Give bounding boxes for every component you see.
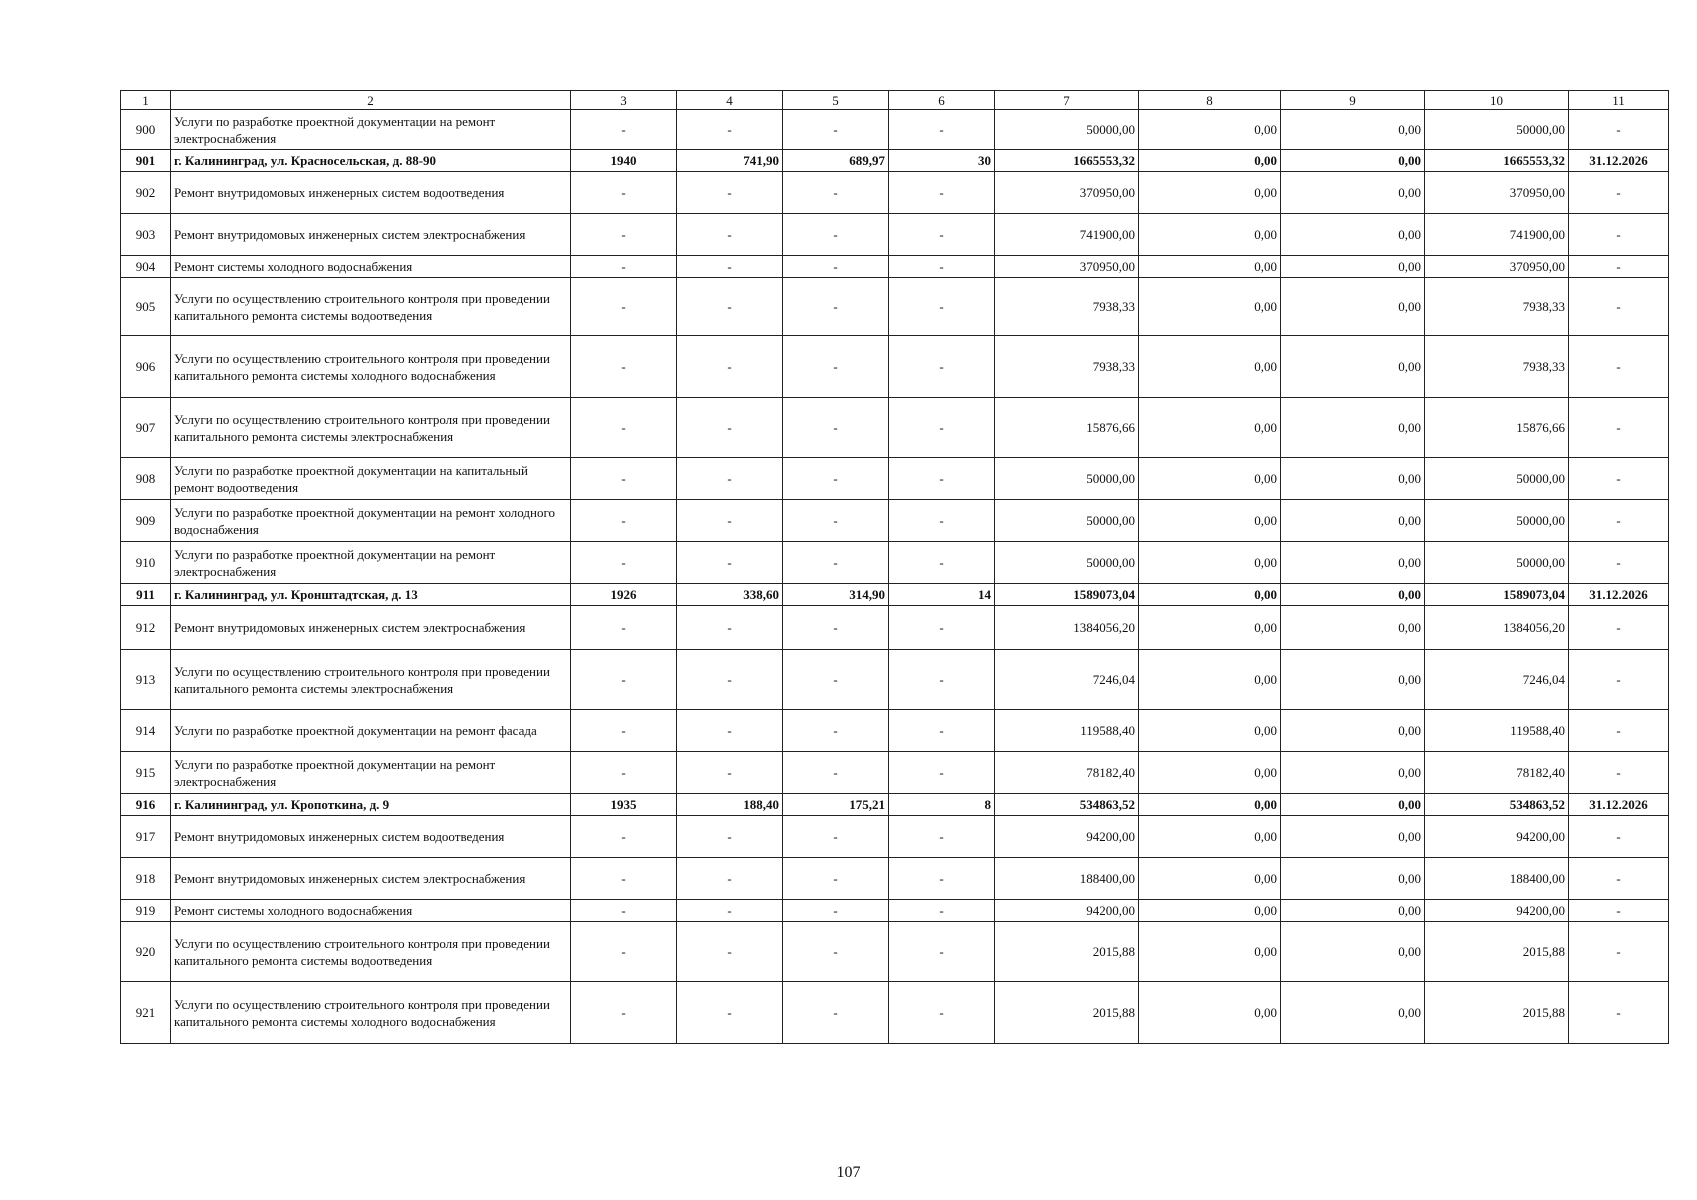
table-row: [121, 710, 1669, 752]
cell-6: -: [889, 752, 995, 794]
cell-9: 0,00: [1281, 650, 1425, 710]
cell-10: 94200,00: [1425, 900, 1569, 922]
cell-2: Ремонт внутридомовых инженерных систем электроснабжения: [171, 858, 571, 900]
cell-4: -: [677, 816, 783, 858]
cell-10: 188400,00: [1425, 858, 1569, 900]
cell-9: 0,00: [1281, 982, 1425, 1044]
cell-1: 917: [121, 816, 171, 858]
cell-2: Услуги по разработке проектной документации на ремонт электроснабжения: [171, 110, 571, 150]
cell-7: 2015,88: [995, 922, 1139, 982]
address-row: [121, 794, 1669, 816]
cell-5: -: [783, 336, 889, 398]
cell-5: -: [783, 982, 889, 1044]
cell-9: 0,00: [1281, 542, 1425, 584]
cell-8: 0,00: [1139, 256, 1281, 278]
cell-3: -: [571, 542, 677, 584]
cell-8: 0,00: [1139, 398, 1281, 458]
table-row: [121, 650, 1669, 710]
cell-2: Услуги по осуществлению строительного контроля при проведении капитального ремонта системы электроснабжения: [171, 650, 571, 710]
cell-2: Услуги по осуществлению строительного контроля при проведении капитального ремонта системы холодного водоснабжения: [171, 982, 571, 1044]
cell-9: 0,00: [1281, 458, 1425, 500]
cell-5: -: [783, 500, 889, 542]
cell-2: Ремонт внутридомовых инженерных систем электроснабжения: [171, 606, 571, 650]
cell-7: 7938,33: [995, 336, 1139, 398]
cell-8: 0,00: [1139, 858, 1281, 900]
cell-2: Услуги по разработке проектной документации на ремонт электроснабжения: [171, 542, 571, 584]
cell-8: 0,00: [1139, 500, 1281, 542]
cell-2: Услуги по осуществлению строительного контроля при проведении капитального ремонта системы холодного водоснабжения: [171, 336, 571, 398]
cell-8: 0,00: [1139, 110, 1281, 150]
cell-5: -: [783, 110, 889, 150]
cell-4: -: [677, 752, 783, 794]
cell-10: 50000,00: [1425, 458, 1569, 500]
cell-5: -: [783, 214, 889, 256]
cell-4: -: [677, 922, 783, 982]
document-sheet: [120, 90, 1668, 1044]
cell-4: -: [677, 650, 783, 710]
address-row: [121, 150, 1669, 172]
cell-5: 314,90: [783, 584, 889, 606]
cell-7: 2015,88: [995, 982, 1139, 1044]
cell-5: -: [783, 542, 889, 584]
cell-11: -: [1569, 710, 1669, 752]
cell-10: 7938,33: [1425, 278, 1569, 336]
table-row: [121, 900, 1669, 922]
cell-6: -: [889, 982, 995, 1044]
cell-5: -: [783, 710, 889, 752]
column-header: 4: [677, 91, 783, 110]
cell-4: -: [677, 606, 783, 650]
cell-7: 50000,00: [995, 110, 1139, 150]
cell-7: 7246,04: [995, 650, 1139, 710]
cell-6: -: [889, 650, 995, 710]
cell-7: 188400,00: [995, 858, 1139, 900]
cell-1: 904: [121, 256, 171, 278]
cell-10: 741900,00: [1425, 214, 1569, 256]
cell-3: 1935: [571, 794, 677, 816]
cell-7: 741900,00: [995, 214, 1139, 256]
cell-5: -: [783, 900, 889, 922]
cell-5: -: [783, 858, 889, 900]
cell-10: 7246,04: [1425, 650, 1569, 710]
cell-1: 909: [121, 500, 171, 542]
table-row: [121, 500, 1669, 542]
cell-11: -: [1569, 278, 1669, 336]
cell-6: -: [889, 110, 995, 150]
cell-1: 918: [121, 858, 171, 900]
cell-11: -: [1569, 172, 1669, 214]
cell-3: -: [571, 398, 677, 458]
cell-4: -: [677, 214, 783, 256]
cell-5: -: [783, 922, 889, 982]
cell-7: 94200,00: [995, 816, 1139, 858]
table-row: [121, 752, 1669, 794]
cell-11: -: [1569, 752, 1669, 794]
cell-4: -: [677, 858, 783, 900]
cell-8: 0,00: [1139, 606, 1281, 650]
cell-2: Услуги по разработке проектной документации на ремонт электроснабжения: [171, 752, 571, 794]
cell-8: 0,00: [1139, 752, 1281, 794]
cell-5: -: [783, 256, 889, 278]
cell-6: -: [889, 172, 995, 214]
cell-10: 2015,88: [1425, 982, 1569, 1044]
cell-3: -: [571, 752, 677, 794]
cell-7: 119588,40: [995, 710, 1139, 752]
cell-5: 175,21: [783, 794, 889, 816]
cell-4: -: [677, 256, 783, 278]
table-row: [121, 542, 1669, 584]
cell-6: -: [889, 398, 995, 458]
cell-9: 0,00: [1281, 816, 1425, 858]
table-row: [121, 214, 1669, 256]
cell-10: 370950,00: [1425, 256, 1569, 278]
cell-6: -: [889, 816, 995, 858]
cell-4: 338,60: [677, 584, 783, 606]
cell-6: -: [889, 458, 995, 500]
cell-10: 534863,52: [1425, 794, 1569, 816]
cell-11: 31.12.2026: [1569, 150, 1669, 172]
cell-1: 913: [121, 650, 171, 710]
cell-8: 0,00: [1139, 982, 1281, 1044]
cell-6: -: [889, 336, 995, 398]
cell-5: -: [783, 398, 889, 458]
cell-11: -: [1569, 336, 1669, 398]
cell-5: -: [783, 606, 889, 650]
cell-9: 0,00: [1281, 214, 1425, 256]
address-row: [121, 584, 1669, 606]
cell-1: 915: [121, 752, 171, 794]
cell-9: 0,00: [1281, 256, 1425, 278]
table-row: [121, 172, 1669, 214]
cell-3: -: [571, 458, 677, 500]
column-header: 11: [1569, 91, 1669, 110]
cell-10: 78182,40: [1425, 752, 1569, 794]
cell-11: -: [1569, 606, 1669, 650]
cell-3: -: [571, 858, 677, 900]
cell-6: -: [889, 858, 995, 900]
cell-9: 0,00: [1281, 172, 1425, 214]
cell-6: -: [889, 542, 995, 584]
cell-6: 30: [889, 150, 995, 172]
cell-2: Ремонт системы холодного водоснабжения: [171, 900, 571, 922]
cell-7: 370950,00: [995, 172, 1139, 214]
cell-10: 1384056,20: [1425, 606, 1569, 650]
cell-3: 1940: [571, 150, 677, 172]
cell-4: -: [677, 982, 783, 1044]
cell-5: -: [783, 752, 889, 794]
cell-2: г. Калининград, ул. Кронштадтская, д. 13: [171, 584, 571, 606]
cell-1: 910: [121, 542, 171, 584]
cell-10: 1665553,32: [1425, 150, 1569, 172]
cell-9: 0,00: [1281, 752, 1425, 794]
cell-9: 0,00: [1281, 794, 1425, 816]
cell-9: 0,00: [1281, 900, 1425, 922]
cell-3: -: [571, 710, 677, 752]
cell-3: -: [571, 900, 677, 922]
cell-9: 0,00: [1281, 336, 1425, 398]
cell-7: 534863,52: [995, 794, 1139, 816]
cell-9: 0,00: [1281, 278, 1425, 336]
cell-11: -: [1569, 458, 1669, 500]
cell-6: -: [889, 500, 995, 542]
cell-3: -: [571, 172, 677, 214]
cell-9: 0,00: [1281, 606, 1425, 650]
cell-7: 1665553,32: [995, 150, 1139, 172]
column-header: 3: [571, 91, 677, 110]
cell-11: 31.12.2026: [1569, 584, 1669, 606]
cell-10: 94200,00: [1425, 816, 1569, 858]
table-row: [121, 256, 1669, 278]
cell-5: -: [783, 650, 889, 710]
cell-1: 916: [121, 794, 171, 816]
cell-4: -: [677, 542, 783, 584]
cell-2: Услуги по осуществлению строительного контроля при проведении капитального ремонта системы водоотведения: [171, 278, 571, 336]
cell-1: 919: [121, 900, 171, 922]
cell-6: -: [889, 606, 995, 650]
cell-6: -: [889, 710, 995, 752]
cell-11: -: [1569, 900, 1669, 922]
cell-6: 14: [889, 584, 995, 606]
cell-7: 7938,33: [995, 278, 1139, 336]
cell-10: 50000,00: [1425, 110, 1569, 150]
table-row: [121, 922, 1669, 982]
column-header: 5: [783, 91, 889, 110]
cell-10: 50000,00: [1425, 500, 1569, 542]
cell-10: 1589073,04: [1425, 584, 1569, 606]
column-header: 9: [1281, 91, 1425, 110]
cell-10: 370950,00: [1425, 172, 1569, 214]
cell-3: -: [571, 606, 677, 650]
cell-5: 689,97: [783, 150, 889, 172]
cell-2: Услуги по осуществлению строительного контроля при проведении капитального ремонта системы электроснабжения: [171, 398, 571, 458]
cell-10: 50000,00: [1425, 542, 1569, 584]
cell-11: -: [1569, 500, 1669, 542]
cell-5: -: [783, 278, 889, 336]
cell-2: Услуги по осуществлению строительного контроля при проведении капитального ремонта системы водоотведения: [171, 922, 571, 982]
cell-3: -: [571, 500, 677, 542]
cell-9: 0,00: [1281, 710, 1425, 752]
cell-4: -: [677, 278, 783, 336]
cell-4: -: [677, 500, 783, 542]
cell-3: 1926: [571, 584, 677, 606]
cell-4: -: [677, 336, 783, 398]
cell-1: 901: [121, 150, 171, 172]
cell-4: 741,90: [677, 150, 783, 172]
cell-11: -: [1569, 542, 1669, 584]
table-row: [121, 398, 1669, 458]
cell-1: 907: [121, 398, 171, 458]
repair-program-table: [120, 90, 1669, 1044]
column-header: 2: [171, 91, 571, 110]
cell-10: 119588,40: [1425, 710, 1569, 752]
column-header: 8: [1139, 91, 1281, 110]
page-number: 107: [836, 1164, 861, 1181]
cell-1: 906: [121, 336, 171, 398]
table-row: [121, 816, 1669, 858]
cell-11: -: [1569, 982, 1669, 1044]
cell-6: -: [889, 256, 995, 278]
cell-1: 914: [121, 710, 171, 752]
cell-4: 188,40: [677, 794, 783, 816]
table-row: [121, 110, 1669, 150]
column-number-row: [121, 91, 1669, 110]
cell-10: 15876,66: [1425, 398, 1569, 458]
cell-1: 905: [121, 278, 171, 336]
cell-8: 0,00: [1139, 710, 1281, 752]
cell-8: 0,00: [1139, 172, 1281, 214]
cell-6: -: [889, 278, 995, 336]
table-row: [121, 278, 1669, 336]
cell-2: Ремонт системы холодного водоснабжения: [171, 256, 571, 278]
column-header: 1: [121, 91, 171, 110]
cell-6: 8: [889, 794, 995, 816]
cell-2: Ремонт внутридомовых инженерных систем водоотведения: [171, 816, 571, 858]
cell-4: -: [677, 458, 783, 500]
cell-3: -: [571, 278, 677, 336]
table-row: [121, 982, 1669, 1044]
cell-11: -: [1569, 816, 1669, 858]
cell-11: -: [1569, 922, 1669, 982]
cell-8: 0,00: [1139, 650, 1281, 710]
cell-4: -: [677, 710, 783, 752]
cell-11: -: [1569, 398, 1669, 458]
cell-1: 921: [121, 982, 171, 1044]
table-row: [121, 858, 1669, 900]
cell-9: 0,00: [1281, 922, 1425, 982]
cell-2: г. Калининград, ул. Кропоткина, д. 9: [171, 794, 571, 816]
cell-8: 0,00: [1139, 542, 1281, 584]
cell-11: 31.12.2026: [1569, 794, 1669, 816]
cell-8: 0,00: [1139, 150, 1281, 172]
cell-2: Ремонт внутридомовых инженерных систем водоотведения: [171, 172, 571, 214]
cell-5: -: [783, 816, 889, 858]
table-row: [121, 336, 1669, 398]
cell-4: -: [677, 172, 783, 214]
cell-7: 94200,00: [995, 900, 1139, 922]
cell-4: -: [677, 900, 783, 922]
cell-7: 1589073,04: [995, 584, 1139, 606]
cell-9: 0,00: [1281, 110, 1425, 150]
cell-2: Услуги по разработке проектной документации на ремонт холодного водоснабжения: [171, 500, 571, 542]
cell-2: Услуги по разработке проектной документации на капитальный ремонт водоотведения: [171, 458, 571, 500]
cell-1: 920: [121, 922, 171, 982]
cell-3: -: [571, 256, 677, 278]
cell-8: 0,00: [1139, 214, 1281, 256]
cell-7: 50000,00: [995, 500, 1139, 542]
cell-8: 0,00: [1139, 458, 1281, 500]
cell-1: 902: [121, 172, 171, 214]
cell-9: 0,00: [1281, 500, 1425, 542]
cell-11: -: [1569, 256, 1669, 278]
cell-9: 0,00: [1281, 858, 1425, 900]
cell-7: 50000,00: [995, 458, 1139, 500]
cell-3: -: [571, 336, 677, 398]
table-row: [121, 458, 1669, 500]
cell-10: 7938,33: [1425, 336, 1569, 398]
cell-7: 15876,66: [995, 398, 1139, 458]
cell-3: -: [571, 922, 677, 982]
cell-6: -: [889, 214, 995, 256]
cell-9: 0,00: [1281, 398, 1425, 458]
cell-8: 0,00: [1139, 584, 1281, 606]
cell-7: 1384056,20: [995, 606, 1139, 650]
cell-11: -: [1569, 858, 1669, 900]
cell-2: Услуги по разработке проектной документации на ремонт фасада: [171, 710, 571, 752]
cell-10: 2015,88: [1425, 922, 1569, 982]
cell-8: 0,00: [1139, 336, 1281, 398]
cell-6: -: [889, 922, 995, 982]
cell-11: -: [1569, 110, 1669, 150]
cell-5: -: [783, 172, 889, 214]
cell-2: г. Калининград, ул. Красносельская, д. 88-90: [171, 150, 571, 172]
cell-2: Ремонт внутридомовых инженерных систем электроснабжения: [171, 214, 571, 256]
cell-8: 0,00: [1139, 922, 1281, 982]
cell-9: 0,00: [1281, 150, 1425, 172]
column-header: 10: [1425, 91, 1569, 110]
cell-5: -: [783, 458, 889, 500]
cell-6: -: [889, 900, 995, 922]
cell-1: 903: [121, 214, 171, 256]
cell-1: 912: [121, 606, 171, 650]
cell-8: 0,00: [1139, 816, 1281, 858]
cell-3: -: [571, 816, 677, 858]
cell-7: 370950,00: [995, 256, 1139, 278]
cell-8: 0,00: [1139, 794, 1281, 816]
cell-7: 50000,00: [995, 542, 1139, 584]
cell-1: 908: [121, 458, 171, 500]
cell-3: -: [571, 214, 677, 256]
column-header: 7: [995, 91, 1139, 110]
cell-4: -: [677, 398, 783, 458]
cell-11: -: [1569, 650, 1669, 710]
cell-11: -: [1569, 214, 1669, 256]
cell-1: 900: [121, 110, 171, 150]
cell-1: 911: [121, 584, 171, 606]
cell-7: 78182,40: [995, 752, 1139, 794]
column-header: 6: [889, 91, 995, 110]
cell-9: 0,00: [1281, 584, 1425, 606]
cell-3: -: [571, 650, 677, 710]
cell-8: 0,00: [1139, 278, 1281, 336]
cell-3: -: [571, 982, 677, 1044]
cell-3: -: [571, 110, 677, 150]
table-row: [121, 606, 1669, 650]
cell-4: -: [677, 110, 783, 150]
cell-8: 0,00: [1139, 900, 1281, 922]
